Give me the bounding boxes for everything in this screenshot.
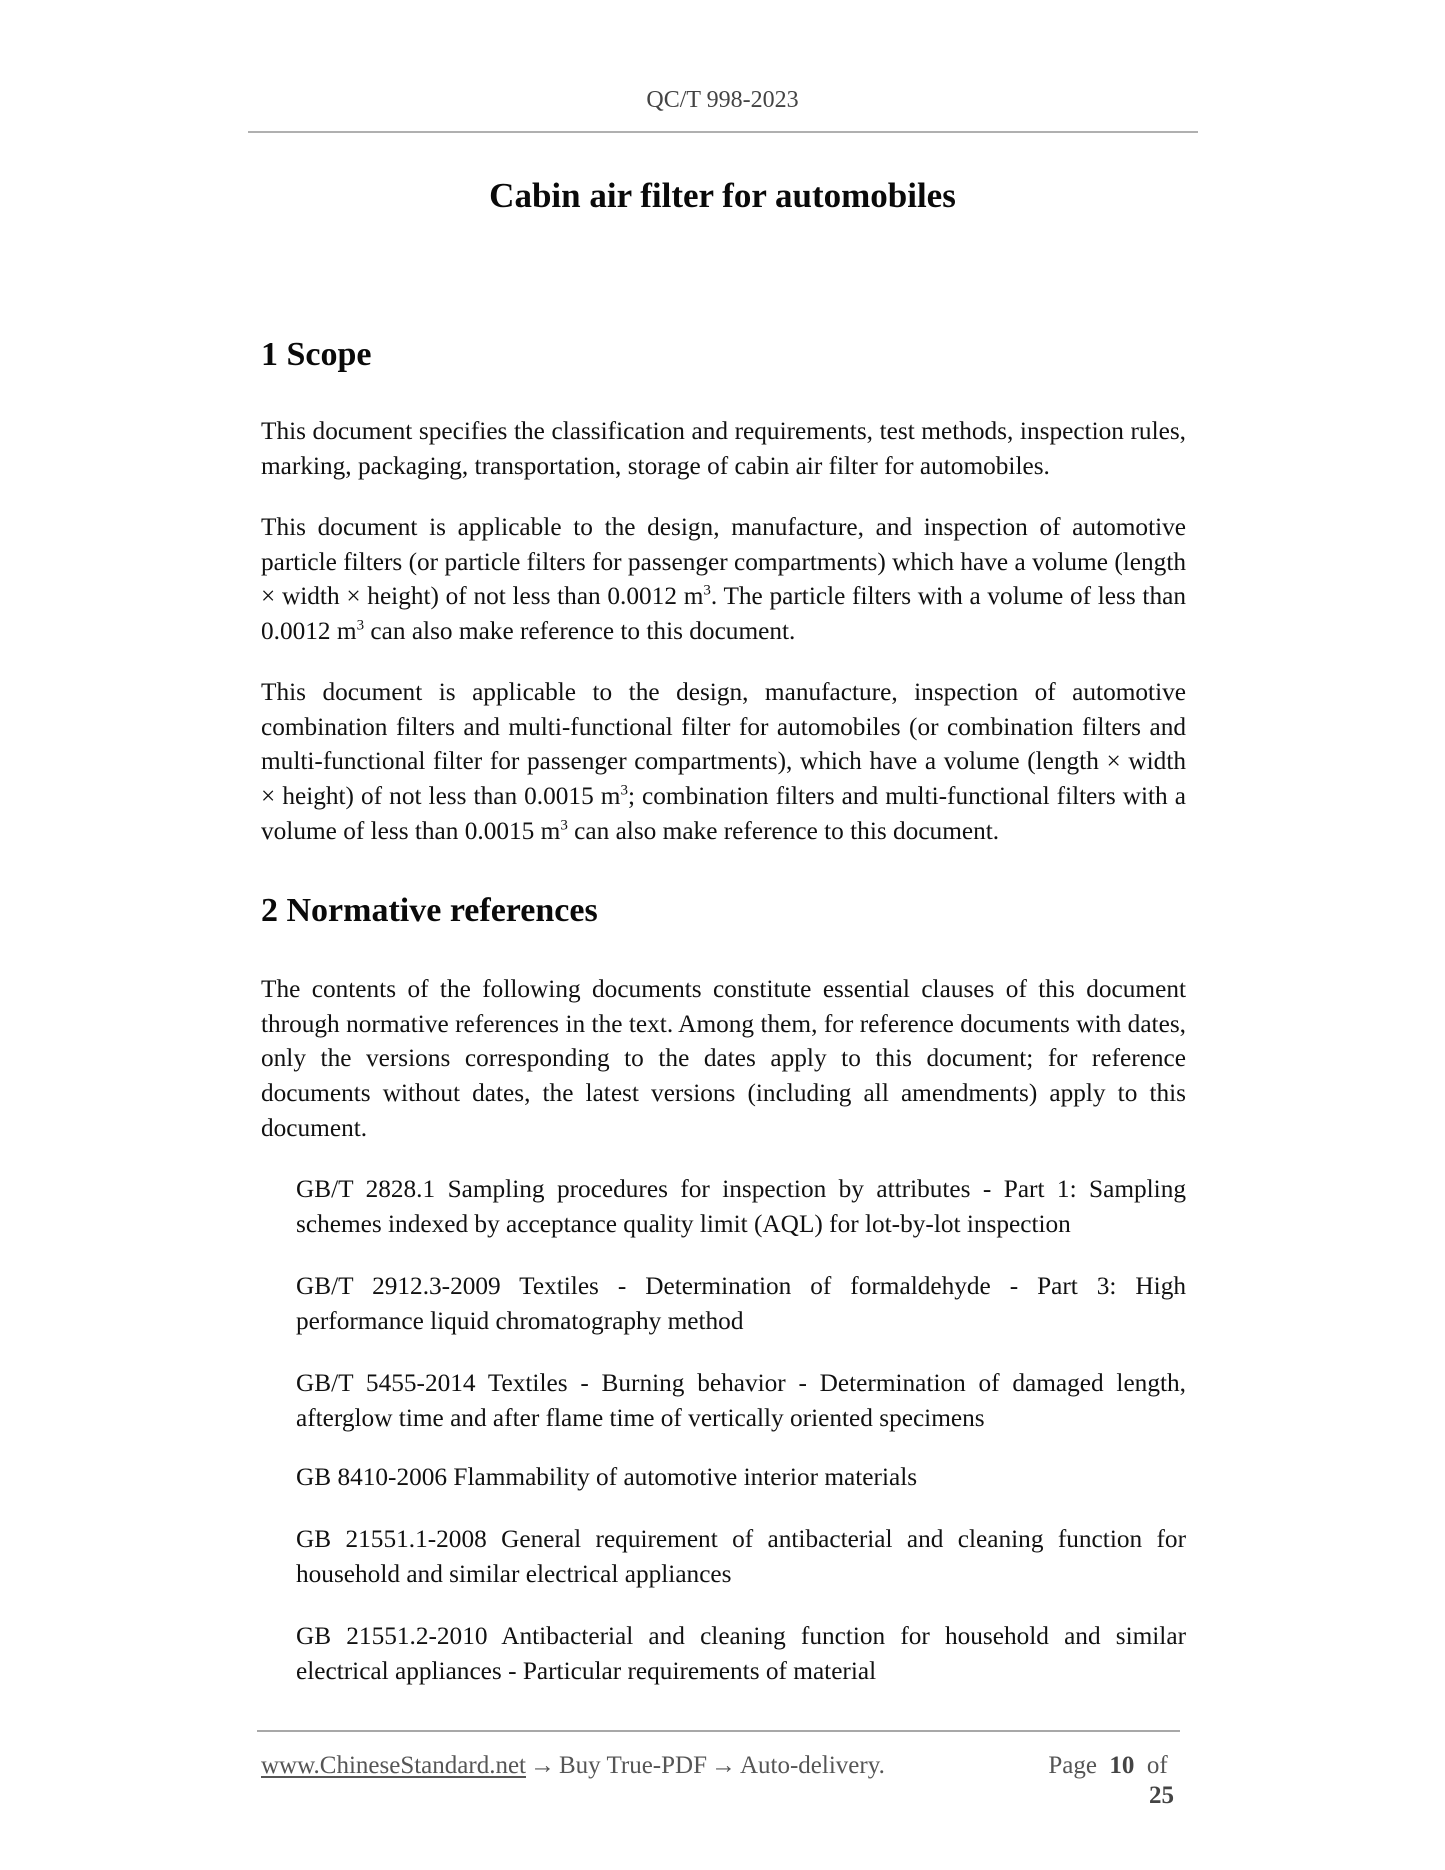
footer-divider <box>257 1730 1180 1732</box>
text-run: This document is applicable to the design, manufacture, inspection of automotive combination filters and multi-functional filter for automobiles (or combination filters and multi-functional filter for passenger compartments), which have a volume (length × width × height) of not less than 0.0015 m <box>261 678 1186 811</box>
scope-paragraph-2 <box>261 510 1186 649</box>
text-run: ; combination filters and multi-functional filters with a volume of less than 0.0015 m <box>261 782 1186 845</box>
superscript: 3 <box>560 817 568 834</box>
superscript: 3 <box>620 782 628 799</box>
reference-item: GB/T 2912.3-2009 Textiles - Determination of formaldehyde - Part 3: High performance liquid chromatography method <box>296 1272 1186 1335</box>
website-link[interactable]: www.ChineseStandard.net <box>261 1752 526 1779</box>
superscript: 3 <box>703 582 711 599</box>
arrow-right-icon: → <box>710 1752 736 1779</box>
normative-references-intro: The contents of the following documents constitute essential clauses of this document through normative references in the text. Among them, for reference documents with dates, only the versions corresponding to the dates apply to this document; for reference documents without dates, the latest versions (including all amendments) apply to this document. <box>261 975 1186 1142</box>
page-indicator <box>1022 1751 1174 1811</box>
text-run: This document is applicable to the design, manufacture, and inspection of automotive particle filters (or particle filters for passenger compartments) which have a volume (length × width × height) of not less than 0.0012 m <box>261 513 1186 611</box>
text-run: can also make reference to this document. <box>364 617 796 646</box>
page-total: 25 <box>1149 1782 1174 1809</box>
header-divider <box>248 131 1198 133</box>
reference-item: GB 21551.1-2008 General requirement of antibacterial and cleaning function for household and similar electrical appliances <box>296 1525 1186 1588</box>
scope-paragraph-1: This document specifies the classification and requirements, test methods, inspection rules, marking, packaging, transportation, storage of cabin air filter for automobiles. <box>261 417 1186 480</box>
page-label: Page <box>1048 1752 1097 1779</box>
reference-item: GB/T 5455-2014 Textiles - Burning behavior - Determination of damaged length, afterglow time and after flame time of vertically oriented specimens <box>296 1369 1186 1432</box>
text-run: . The particle filters with a volume of less than 0.0012 m <box>261 582 1186 646</box>
page-current: 10 <box>1109 1752 1135 1779</box>
buy-pdf-text: Buy True-PDF <box>559 1752 707 1779</box>
of-label: of <box>1146 1752 1168 1779</box>
document-title: Cabin air filter for automobiles <box>489 176 956 215</box>
scope-paragraph-3 <box>261 675 1186 849</box>
text-run: can also make reference to this document. <box>567 816 1000 845</box>
document-code-header: QC/T 998-2023 <box>646 87 799 113</box>
reference-item: GB 8410-2006 Flammability of automotive interior materials <box>296 1463 918 1491</box>
auto-delivery-text: Auto-delivery. <box>739 1752 885 1779</box>
reference-item: GB/T 2828.1 Sampling procedures for inspection by attributes - Part 1: Sampling schemes indexed by acceptance quality limit (AQL) for lot-by-lot inspection <box>296 1175 1186 1238</box>
superscript: 3 <box>356 617 365 634</box>
section-heading-scope: 1 Scope <box>261 336 372 373</box>
section-heading-normative-references: 2 Normative references <box>261 892 598 929</box>
arrow-right-icon: → <box>530 1752 555 1779</box>
reference-item: GB 21551.2-2010 Antibacterial and cleaning function for household and similar electrical appliances - Particular requirements of material <box>296 1622 1186 1685</box>
footer-promo <box>261 1751 885 1781</box>
